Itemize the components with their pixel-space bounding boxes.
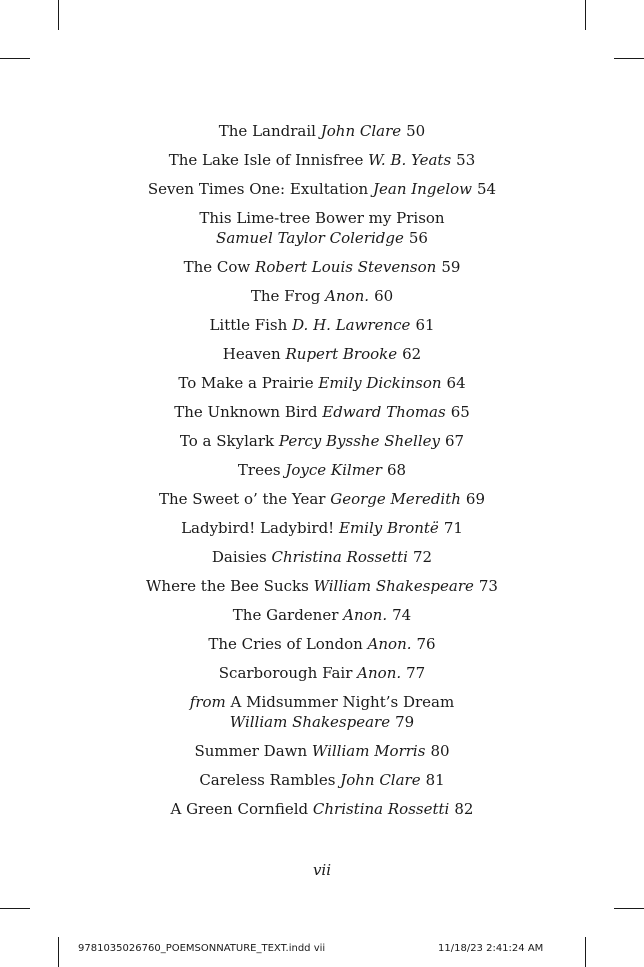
poem-author: Samuel Taylor Coleridge [216,229,404,247]
poem-author: William Shakespeare [229,713,391,731]
toc-entry [0,601,644,630]
page-number: 76 [416,635,436,653]
toc-entry [0,795,644,824]
page-number: 53 [456,151,476,169]
page-number: 56 [408,229,428,247]
poem-author: John Clare [340,771,421,789]
poem-title: The Lake Isle of Innisfree [168,151,364,169]
poem-author: John Clare [320,122,402,140]
toc-entry [0,204,644,253]
poem-title: The Frog [250,287,321,305]
toc-entry [0,659,644,688]
toc-entry [0,688,644,737]
page-number: 50 [406,122,426,140]
page-number: 82 [454,800,474,818]
poem-author: Anon. [343,606,388,624]
poem-author: Robert Louis Stevenson [255,258,437,276]
poem-title: This Lime-tree Bower my Prison [199,209,445,227]
poem-author: W. B. Yeats [368,151,452,169]
toc-entry [0,737,644,766]
poem-title: Scarborough Fair [218,664,353,682]
toc-entry [0,572,644,601]
page-number: 80 [430,742,450,760]
poem-title: The Cries of London [208,635,363,653]
toc-entry [0,146,644,175]
poem-author: Anon. [325,287,370,305]
page-number: 81 [425,771,445,789]
slug-filename: 9781035026760_POEMSONNATURE_TEXT.indd vii [78,943,326,954]
poem-title: Trees [237,461,281,479]
poem-author: Christina Rossetti [312,800,450,818]
toc-entry [0,427,644,456]
poem-title: A Midsummer Night’s Dream [230,693,455,711]
poem-author: Rupert Brooke [285,345,398,363]
crop-mark-right-top [614,58,644,59]
poem-title: The Landrail [218,122,316,140]
toc-entry [0,485,644,514]
poem-title: The Gardener [232,606,339,624]
poem-title: Summer Dawn [194,742,308,760]
poem-title: Where the Bee Sucks [146,577,309,595]
page-number: 77 [406,664,426,682]
poem-author: Percy Bysshe Shelley [278,432,440,450]
page-number: 61 [415,316,435,334]
poem-title: To Make a Prairie [178,374,314,392]
page-number: 67 [444,432,465,450]
crop-mark-right-bottom [614,908,644,909]
poem-author: Anon. [367,635,412,653]
crop-mark-top-right [585,0,586,30]
crop-mark-left-bottom [0,908,30,909]
poem-author: William Shakespeare [313,577,474,595]
title-prefix: from [189,693,226,711]
poem-author: Emily Dickinson [318,374,442,392]
page-number: 69 [465,490,486,508]
poem-title: Seven Times One: Exultation [147,180,369,198]
poem-author: Jean Ingelow [373,180,472,198]
folio-page-number: vii [312,861,332,879]
poem-title: Heaven [222,345,281,363]
poem-author: D. H. Lawrence [292,316,411,334]
crop-mark-bottom-right [585,937,586,967]
page-number: 71 [443,519,463,537]
page-number: 68 [386,461,407,479]
toc-entry [0,398,644,427]
toc-entry [0,543,644,572]
page-number: 60 [374,287,394,305]
table-of-contents [0,117,644,824]
toc-entry [0,117,644,146]
page-number: 65 [450,403,470,421]
poem-author: Christina Rossetti [271,548,408,566]
toc-entry [0,514,644,543]
poem-author: Edward Thomas [322,403,446,421]
page-number: 59 [441,258,461,276]
page-number: 79 [395,713,415,731]
crop-mark-left-top [0,58,30,59]
poem-title: A Green Cornfield [170,800,309,818]
slug-timestamp: 11/18/23 2:41:24 AM [438,943,544,954]
toc-entry [0,340,644,369]
poem-title: Little Fish [209,316,288,334]
page-number: 74 [392,606,412,624]
page-number: 72 [412,548,433,566]
toc-entry [0,369,644,398]
page-number: 64 [446,374,466,392]
crop-mark-top-left [58,0,59,30]
poem-title: The Sweet o’ the Year [158,490,326,508]
poem-title: Ladybird! Ladybird! [181,519,335,537]
toc-entry [0,766,644,795]
toc-entry [0,311,644,340]
toc-entry [0,456,644,485]
poem-author: Emily Brontë [339,519,439,537]
toc-entry [0,253,644,282]
page-number: 73 [478,577,498,595]
toc-entry [0,282,644,311]
toc-entry [0,630,644,659]
poem-author: George Meredith [330,490,461,508]
poem-title: The Unknown Bird [174,403,318,421]
poem-title: To a Skylark [179,432,275,450]
page-number: 62 [402,345,422,363]
toc-entry [0,175,644,204]
poem-author: William Morris [311,742,426,760]
poem-author: Anon. [357,664,402,682]
poem-title: Careless Rambles [199,771,336,789]
page-number: 54 [477,180,497,198]
poem-title: The Cow [183,258,251,276]
poem-title: Daisies [211,548,267,566]
crop-mark-bottom-left [58,937,59,967]
poem-author: Joyce Kilmer [285,461,382,479]
